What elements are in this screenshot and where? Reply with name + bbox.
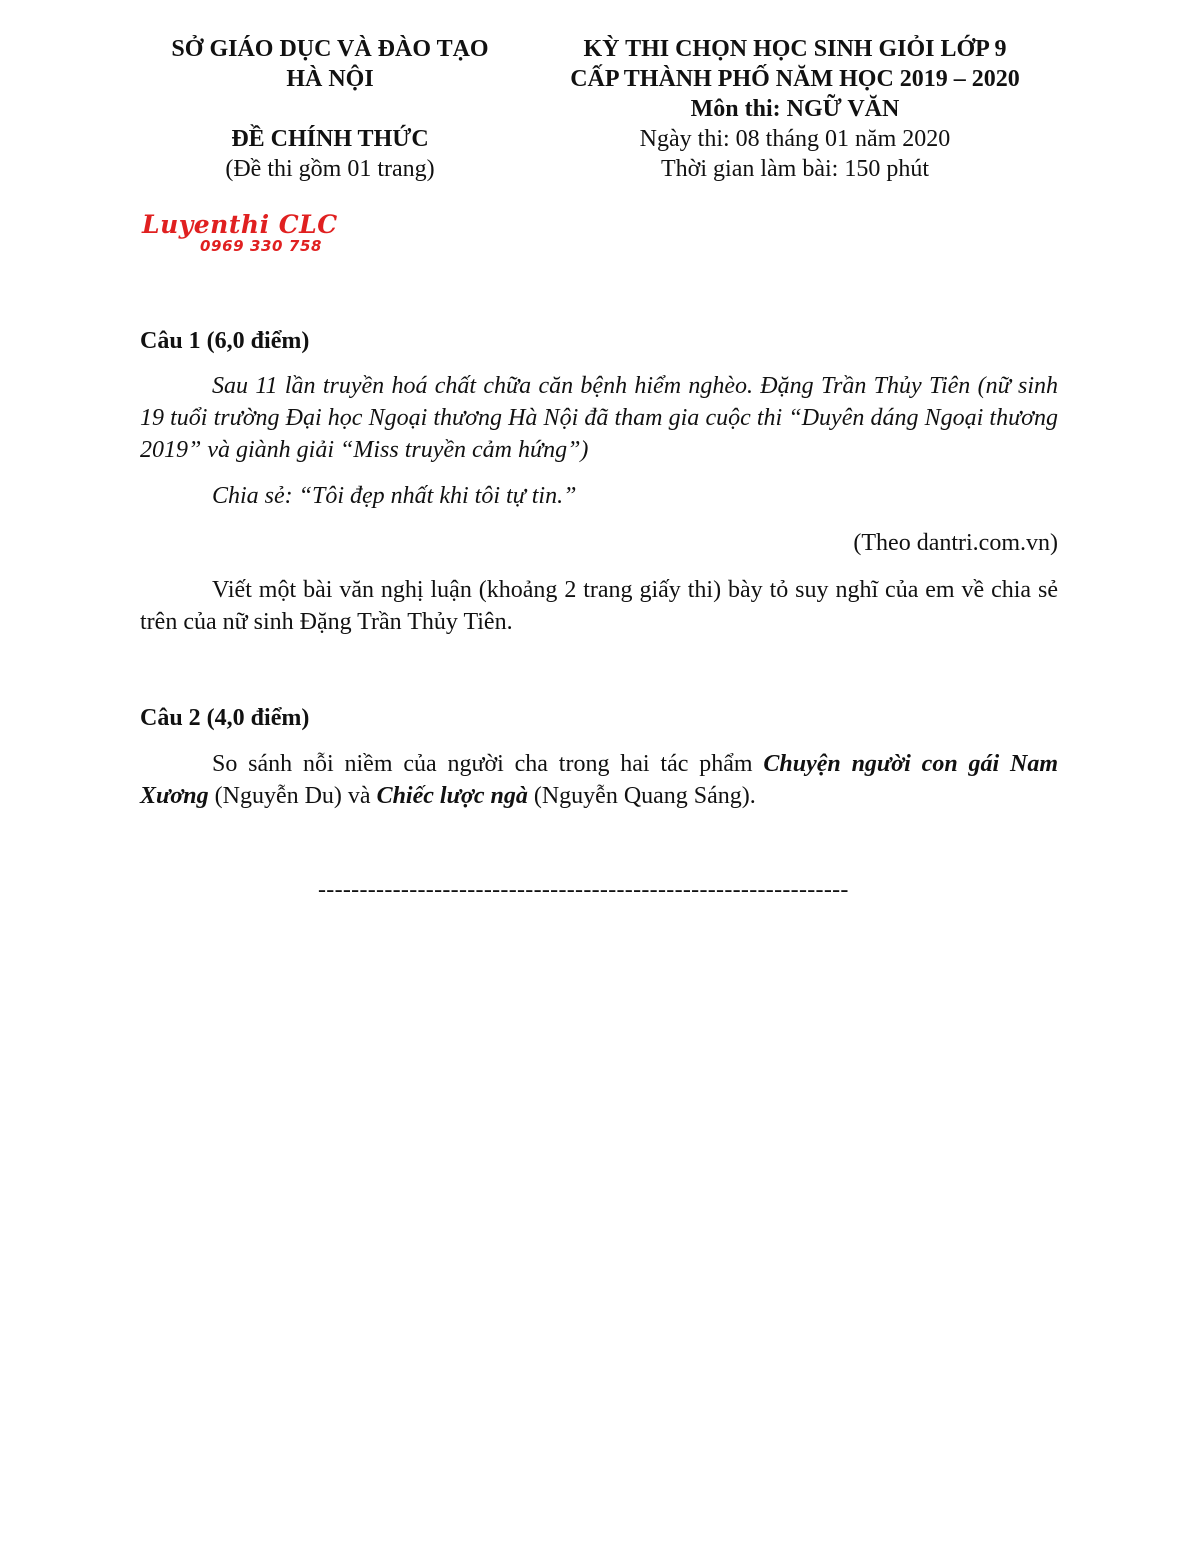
exam-subject: Môn thi: NGỮ VĂN [690,96,900,122]
exam-date: Ngày thi: 08 tháng 01 năm 2020 [639,126,951,152]
question2-text-part1: So sánh nỗi niềm của người cha trong hai tác phẩm [212,751,764,777]
work-title-1: Chuyện người con gái Nam Xương [140,751,1059,809]
end-separator: ---------------------------------------------------------------- [318,877,849,903]
official-label: ĐỀ CHÍNH THỨC [231,126,429,152]
header-right [530,34,1060,184]
logo-name: Luyenthi CLC [142,210,338,239]
pages-note: (Đề thi gồm 01 trang) [225,156,435,182]
question1-source: (Theo dantri.com.vn) [853,530,1058,556]
header-left [130,34,530,184]
question1-passage: Sau 11 lần truyền hoá chất chữa căn bệnh hiểm nghèo. Đặng Trần Thủy Tiên (nữ sinh 19 tuổi trường Đại học Ngoại thương Hà Nội đã tham gia cuộc thi “Duyên dáng Ngoại thương 2019” và giành giải “Miss truyền cảm hứng”) [140,373,1058,463]
question2-text-part3: (Nguyễn Quang Sáng). [527,783,756,809]
department-line2: HÀ NỘI [286,66,374,92]
question2-text-part2: (Nguyễn Du) và [208,783,377,809]
question2-title: Câu 2 (4,0 điểm) [140,705,310,731]
logo-phone: 0969 330 758 [200,237,323,255]
exam-title-line2: CẤP THÀNH PHỐ NĂM HỌC 2019 – 2020 [570,66,1020,92]
question1-title: Câu 1 (6,0 điểm) [140,328,310,354]
question1-quote: Chia sẻ: “Tôi đẹp nhất khi tôi tự tin.” [212,483,577,509]
watermark-logo [140,210,360,260]
department-line1: SỞ GIÁO DỤC VÀ ĐÀO TẠO [171,36,489,62]
exam-duration: Thời gian làm bài: 150 phút [661,156,929,182]
work-title-2: Chiếc lược ngà [376,783,528,809]
question1-task: Viết một bài văn nghị luận (khoảng 2 trang giấy thi) bày tỏ suy nghĩ của em về chia sẻ trên của nữ sinh Đặng Trần Thủy Tiên. [140,577,1058,635]
question2-task [140,748,1058,812]
exam-title-line1: KỲ THI CHỌN HỌC SINH GIỎI LỚP 9 [583,36,1007,62]
